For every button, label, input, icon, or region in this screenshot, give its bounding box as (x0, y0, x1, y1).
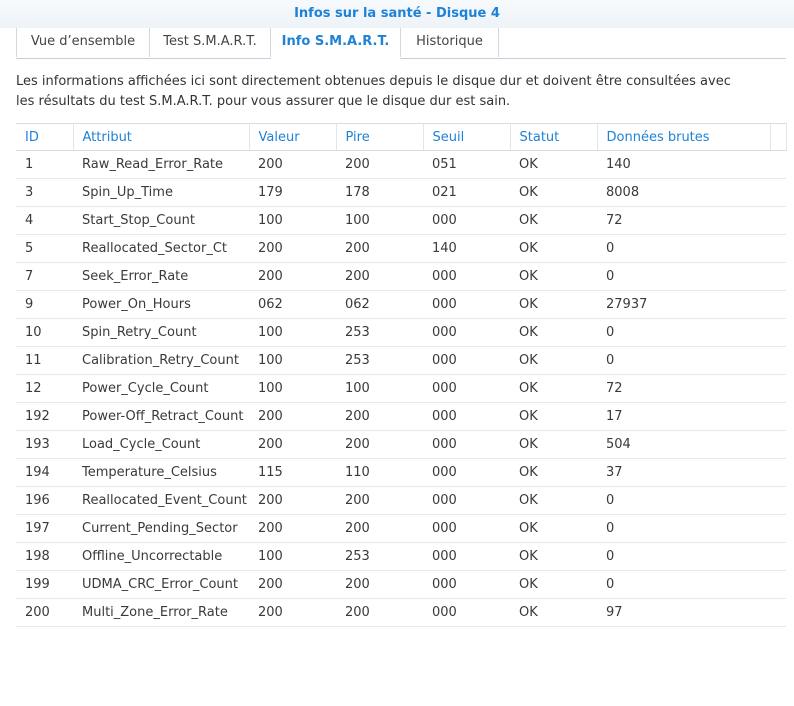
cell-raw-data: 8008 (597, 179, 770, 207)
cell-id: 199 (16, 571, 73, 599)
cell-id: 5 (16, 235, 73, 263)
cell-status: OK (510, 543, 597, 571)
table-row[interactable] (16, 263, 786, 291)
cell-status: OK (510, 515, 597, 543)
row-spacer (770, 151, 786, 179)
window-title: Infos sur la santé - Disque 4 (0, 0, 794, 28)
smart-attributes-table (16, 123, 787, 627)
cell-value: 200 (249, 487, 336, 515)
cell-id: 200 (16, 599, 73, 627)
cell-id: 9 (16, 291, 73, 319)
table-row[interactable] (16, 515, 786, 543)
cell-id: 193 (16, 431, 73, 459)
cell-threshold: 000 (423, 487, 510, 515)
cell-attribute: Power_On_Hours (73, 291, 249, 319)
cell-value: 200 (249, 235, 336, 263)
cell-threshold: 000 (423, 515, 510, 543)
row-spacer (770, 375, 786, 403)
cell-raw-data: 97 (597, 599, 770, 627)
cell-status: OK (510, 263, 597, 291)
cell-worst: 200 (336, 431, 423, 459)
tab-smart-test[interactable]: Test S.M.A.R.T. (150, 28, 271, 57)
cell-threshold: 000 (423, 599, 510, 627)
cell-worst: 253 (336, 543, 423, 571)
row-spacer (770, 599, 786, 627)
cell-raw-data: 0 (597, 487, 770, 515)
cell-value: 100 (249, 347, 336, 375)
cell-status: OK (510, 403, 597, 431)
cell-threshold: 021 (423, 179, 510, 207)
tab-smart-info[interactable]: Info S.M.A.R.T. (271, 28, 401, 57)
tab-bar (16, 28, 786, 59)
cell-threshold: 000 (423, 459, 510, 487)
cell-worst: 100 (336, 207, 423, 235)
cell-attribute: Multi_Zone_Error_Rate (73, 599, 249, 627)
cell-raw-data: 0 (597, 235, 770, 263)
table-body (16, 151, 786, 627)
cell-threshold: 140 (423, 235, 510, 263)
cell-value: 100 (249, 319, 336, 347)
cell-status: OK (510, 571, 597, 599)
cell-status: OK (510, 459, 597, 487)
cell-worst: 110 (336, 459, 423, 487)
cell-threshold: 000 (423, 263, 510, 291)
cell-attribute: Offline_Uncorrectable (73, 543, 249, 571)
cell-raw-data: 504 (597, 431, 770, 459)
cell-status: OK (510, 235, 597, 263)
cell-value: 100 (249, 543, 336, 571)
row-spacer (770, 179, 786, 207)
cell-value: 200 (249, 515, 336, 543)
column-header-value[interactable]: Valeur (249, 124, 336, 151)
cell-value: 179 (249, 179, 336, 207)
cell-attribute: Raw_Read_Error_Rate (73, 151, 249, 179)
tab-overview[interactable]: Vue d’ensemble (16, 28, 150, 57)
row-spacer (770, 403, 786, 431)
table-row[interactable] (16, 571, 786, 599)
table-row[interactable] (16, 403, 786, 431)
cell-worst: 100 (336, 375, 423, 403)
cell-raw-data: 0 (597, 571, 770, 599)
cell-id: 197 (16, 515, 73, 543)
cell-worst: 200 (336, 571, 423, 599)
cell-value: 115 (249, 459, 336, 487)
cell-worst: 200 (336, 515, 423, 543)
tab-history[interactable]: Historique (401, 28, 499, 57)
cell-raw-data: 72 (597, 375, 770, 403)
cell-id: 198 (16, 543, 73, 571)
table-row[interactable] (16, 459, 786, 487)
cell-threshold: 000 (423, 431, 510, 459)
cell-raw-data: 37 (597, 459, 770, 487)
cell-worst: 253 (336, 319, 423, 347)
row-spacer (770, 571, 786, 599)
cell-worst: 200 (336, 263, 423, 291)
cell-attribute: Reallocated_Event_Count (73, 487, 249, 515)
cell-id: 7 (16, 263, 73, 291)
cell-attribute: Calibration_Retry_Count (73, 347, 249, 375)
column-header-raw-data[interactable]: Données brutes (597, 124, 770, 151)
cell-id: 4 (16, 207, 73, 235)
cell-id: 3 (16, 179, 73, 207)
cell-raw-data: 0 (597, 543, 770, 571)
cell-worst: 200 (336, 151, 423, 179)
row-spacer (770, 347, 786, 375)
cell-worst: 200 (336, 487, 423, 515)
cell-worst: 178 (336, 179, 423, 207)
table-row[interactable] (16, 431, 786, 459)
cell-status: OK (510, 151, 597, 179)
row-spacer (770, 207, 786, 235)
cell-threshold: 051 (423, 151, 510, 179)
cell-threshold: 000 (423, 571, 510, 599)
cell-attribute: Power_Cycle_Count (73, 375, 249, 403)
table-row[interactable] (16, 599, 786, 627)
cell-id: 12 (16, 375, 73, 403)
row-spacer (770, 543, 786, 571)
cell-attribute: Power-Off_Retract_Count (73, 403, 249, 431)
column-header-id[interactable]: ID (16, 124, 73, 151)
cell-worst: 200 (336, 599, 423, 627)
table-header-row (16, 124, 786, 151)
row-spacer (770, 263, 786, 291)
cell-id: 10 (16, 319, 73, 347)
cell-status: OK (510, 179, 597, 207)
cell-worst: 253 (336, 347, 423, 375)
cell-attribute: Current_Pending_Sector (73, 515, 249, 543)
cell-attribute: Start_Stop_Count (73, 207, 249, 235)
cell-status: OK (510, 207, 597, 235)
row-spacer (770, 431, 786, 459)
table-row[interactable] (16, 487, 786, 515)
cell-threshold: 000 (423, 319, 510, 347)
cell-status: OK (510, 487, 597, 515)
cell-attribute: UDMA_CRC_Error_Count (73, 571, 249, 599)
table-row[interactable] (16, 151, 786, 179)
table-row[interactable] (16, 375, 786, 403)
cell-raw-data: 17 (597, 403, 770, 431)
table-row[interactable] (16, 543, 786, 571)
cell-value: 200 (249, 571, 336, 599)
cell-value: 200 (249, 151, 336, 179)
column-header-worst[interactable]: Pire (336, 124, 423, 151)
cell-value: 100 (249, 375, 336, 403)
cell-id: 194 (16, 459, 73, 487)
cell-raw-data: 72 (597, 207, 770, 235)
column-header-spacer (770, 124, 786, 151)
cell-value: 100 (249, 207, 336, 235)
table-row[interactable] (16, 207, 786, 235)
column-header-threshold[interactable]: Seuil (423, 124, 510, 151)
row-spacer (770, 291, 786, 319)
cell-status: OK (510, 347, 597, 375)
cell-attribute: Load_Cycle_Count (73, 431, 249, 459)
cell-status: OK (510, 431, 597, 459)
row-spacer (770, 459, 786, 487)
table-row[interactable] (16, 235, 786, 263)
cell-id: 196 (16, 487, 73, 515)
cell-worst: 062 (336, 291, 423, 319)
cell-threshold: 000 (423, 291, 510, 319)
description-text: Les informations affichées ici sont directement obtenues depuis le disque dur et doivent être consultées avec les résultats du test S.M.A.R.T. pour vous assurer que le disque dur est sain. (16, 74, 731, 109)
row-spacer (770, 235, 786, 263)
cell-value: 062 (249, 291, 336, 319)
cell-id: 11 (16, 347, 73, 375)
table-row[interactable] (16, 347, 786, 375)
cell-value: 200 (249, 599, 336, 627)
cell-id: 192 (16, 403, 73, 431)
row-spacer (770, 515, 786, 543)
cell-attribute: Spin_Up_Time (73, 179, 249, 207)
cell-threshold: 000 (423, 347, 510, 375)
cell-raw-data: 0 (597, 263, 770, 291)
cell-attribute: Spin_Retry_Count (73, 319, 249, 347)
cell-threshold: 000 (423, 207, 510, 235)
cell-raw-data: 0 (597, 347, 770, 375)
cell-worst: 200 (336, 403, 423, 431)
cell-threshold: 000 (423, 543, 510, 571)
cell-value: 200 (249, 403, 336, 431)
table-row[interactable] (16, 319, 786, 347)
cell-raw-data: 140 (597, 151, 770, 179)
cell-attribute: Seek_Error_Rate (73, 263, 249, 291)
cell-attribute: Reallocated_Sector_Ct (73, 235, 249, 263)
cell-threshold: 000 (423, 375, 510, 403)
row-spacer (770, 487, 786, 515)
table-row[interactable] (16, 179, 786, 207)
cell-threshold: 000 (423, 403, 510, 431)
cell-attribute: Temperature_Celsius (73, 459, 249, 487)
cell-raw-data: 0 (597, 515, 770, 543)
cell-value: 200 (249, 263, 336, 291)
cell-raw-data: 27937 (597, 291, 770, 319)
column-header-attribute[interactable]: Attribut (73, 124, 249, 151)
cell-value: 200 (249, 431, 336, 459)
cell-status: OK (510, 599, 597, 627)
column-header-status[interactable]: Statut (510, 124, 597, 151)
cell-status: OK (510, 319, 597, 347)
cell-worst: 200 (336, 235, 423, 263)
row-spacer (770, 319, 786, 347)
cell-status: OK (510, 375, 597, 403)
cell-raw-data: 0 (597, 319, 770, 347)
table-row[interactable] (16, 291, 786, 319)
cell-status: OK (510, 291, 597, 319)
cell-id: 1 (16, 151, 73, 179)
